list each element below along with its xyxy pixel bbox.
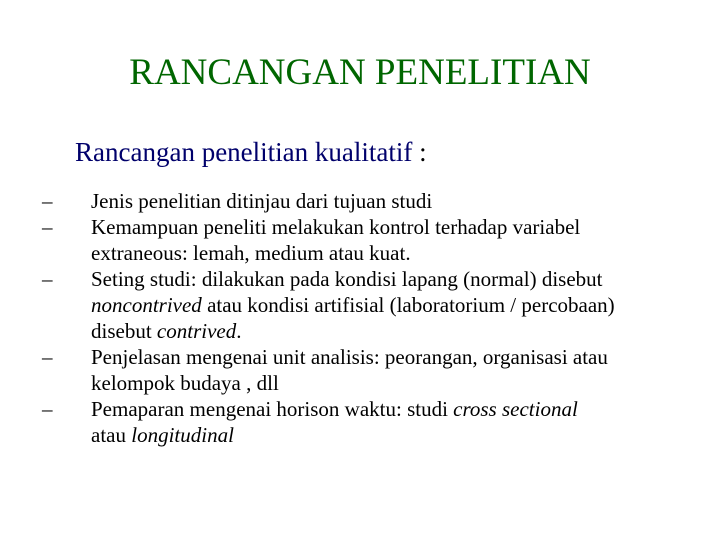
bullet-list xyxy=(42,188,702,448)
italic-term: noncontrived xyxy=(91,293,202,317)
bullet-dash: – xyxy=(42,267,53,291)
slide-subtitle xyxy=(75,135,427,169)
bullet-line: Jenis penelitian ditinjau dari tujuan studi xyxy=(91,189,433,213)
bullet-item-5 xyxy=(42,396,702,448)
italic-term: cross sectional xyxy=(453,397,578,421)
bullet-line-segment: atau xyxy=(91,423,132,447)
subtitle-label: Rancangan penelitian kualitatif xyxy=(75,137,413,167)
bullet-text xyxy=(91,214,702,266)
subtitle-colon: : xyxy=(419,137,427,167)
bullet-item-3 xyxy=(42,266,702,344)
bullet-item-2 xyxy=(42,214,702,266)
italic-term: contrived xyxy=(156,319,237,343)
italic-term: longitudinal xyxy=(131,423,234,447)
bullet-dash: – xyxy=(42,189,53,213)
bullet-line: extraneous: lemah, medium atau kuat. xyxy=(91,241,411,265)
bullet-line xyxy=(91,422,702,448)
bullet-item-1 xyxy=(42,188,702,214)
bullet-line: kelompok budaya , dll xyxy=(91,371,279,395)
bullet-line: Seting studi: dilakukan pada kondisi lapang (normal) disebut xyxy=(91,267,603,291)
bullet-dash: – xyxy=(42,345,53,369)
bullet-line: Kemampuan peneliti melakukan kontrol terhadap variabel xyxy=(91,215,581,239)
bullet-line xyxy=(91,318,702,344)
bullet-line-segment: Pemaparan mengenai horison waktu: studi xyxy=(91,397,454,421)
bullet-line: Penjelasan mengenai unit analisis: peorangan, organisasi atau xyxy=(91,345,608,369)
bullet-text xyxy=(91,188,702,214)
bullet-text xyxy=(91,396,702,448)
bullet-text xyxy=(91,266,702,344)
bullet-dash: – xyxy=(42,397,53,421)
bullet-line xyxy=(91,396,702,422)
slide-title: RANCANGAN PENELITIAN xyxy=(129,52,591,93)
bullet-dash: – xyxy=(42,215,53,239)
bullet-text xyxy=(91,344,702,396)
bullet-line-segment: . xyxy=(236,319,242,343)
bullet-item-4 xyxy=(42,344,702,396)
bullet-line xyxy=(91,292,702,318)
bullet-line-segment: disebut xyxy=(91,319,157,343)
bullet-line-segment: atau kondisi artifisial (laboratorium / percobaan) xyxy=(201,293,615,317)
